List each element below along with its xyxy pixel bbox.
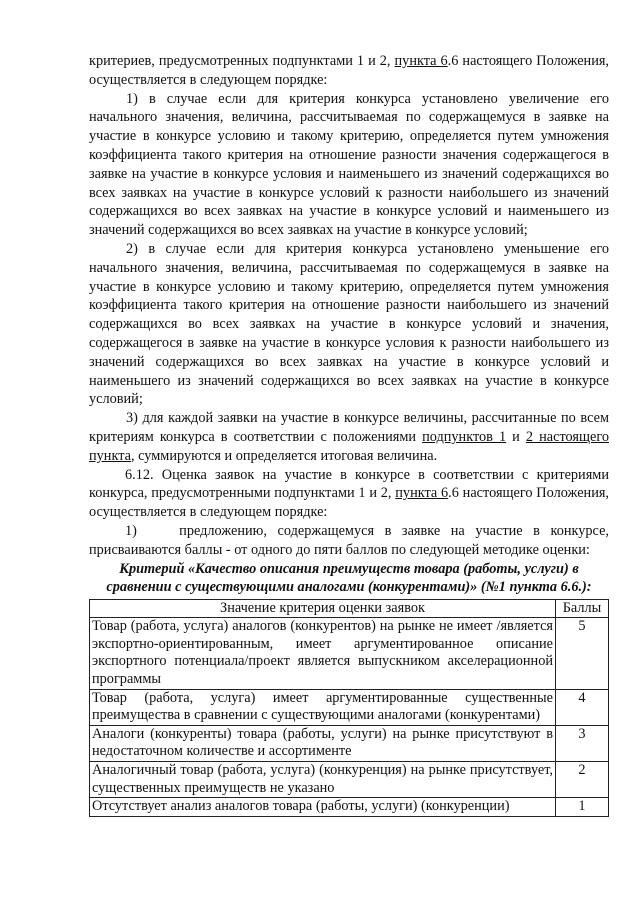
intro-link-point-6[interactable]: пункта 6 bbox=[394, 53, 448, 69]
item-2-paragraph: 2) в случае если для критерия конкурса установлено уменьшение его начального значения, величина, рассчитываемая по содержащемуся в заявке на участие в конкурсе условию и такому критерию, определяется путем умножения коэффициента такого критерия на отношение разности наибольшего из значений содержащихся во всех заявках на участие в конкурсе условий и значения, содержащегося в заявке на участие в конкурсе условия к разности наибольшего из значений содержащихся во всех заявках на участие в конкурсе условий и наименьшего из значений содержащихся во всех заявках на участие в конкурсе условий; bbox=[89, 240, 609, 408]
table-row bbox=[90, 725, 609, 761]
intro-text-end: .6 настоящего Положения, осуществляется в следующем порядке: bbox=[89, 53, 610, 88]
subitem-1-paragraph: 1) предложению, содержащемуся в заявке на участие в конкурсе, присваиваются баллы - от одного до пяти баллов по следующей методике оценки: bbox=[89, 522, 613, 558]
score-cell: 1 bbox=[556, 798, 609, 817]
score-cell: 4 bbox=[556, 689, 609, 725]
section-6-12-text: 6.12. Оценка заявок на участие в конкурсе в соответствии с критериями конкурса, предусмотренными подпунктами 1 и 2, bbox=[89, 466, 609, 502]
criterion-cell: Товар (работа, услуга) имеет аргументированные существенные преимущества в сравнении с существующими аналогами (конкурентами) bbox=[90, 689, 556, 725]
table-caption: Критерий «Качество описания преимуществ товара (работы, услуги) в сравнении с существующими аналогами (конкурентами)» (№1 пункта 6.6.): bbox=[106, 560, 592, 596]
table-header-row bbox=[90, 599, 609, 618]
score-header: Баллы bbox=[556, 599, 609, 618]
section-6-12-paragraph bbox=[89, 466, 609, 522]
item-3-text: 3) для каждой заявки на участие в конкурсе величины, рассчитанные по всем критериям конкурса в соответствии с положениями bbox=[89, 410, 609, 445]
score-cell: 2 bbox=[556, 762, 609, 798]
item-3-paragraph bbox=[89, 409, 609, 465]
table-row bbox=[90, 762, 609, 798]
item-3-link-subpoint-1[interactable]: подпунктов 1 bbox=[422, 428, 507, 445]
criterion-cell: Товар (работа, услуга) аналогов (конкурентов) на рынке не имеет /является экспортно-ориентированным, имеет аргументированное описание экспортного потенциала/проект является выпускником акселерационной программы bbox=[90, 618, 556, 689]
section-6-12-text-end: .6 настоящего Положения, осуществляется в следующем порядке: bbox=[89, 485, 610, 521]
criterion-header: Значение критерия оценки заявок bbox=[90, 599, 556, 618]
criterion-cell: Аналоги (конкуренты) товара (работы, услуги) на рынке присутствуют в недостаточном количестве и ассортименте bbox=[90, 725, 556, 761]
item-3-text-and: и bbox=[506, 428, 526, 445]
criterion-cell: Аналогичный товар (работа, услуга) (конкуренция) на рынке присутствует, существенных преимуществ не указано bbox=[90, 762, 556, 798]
item-3-link-subpoint-2[interactable]: 2 настоящего пункта bbox=[89, 428, 609, 464]
criterion-cell: Отсутствует анализ аналогов товара (работы, услуги) (конкуренции) bbox=[90, 798, 556, 817]
item-3-text-end: , суммируются и определяется итоговая величина. bbox=[130, 447, 438, 464]
table-row bbox=[90, 798, 609, 817]
section-6-12-link-point-6[interactable]: пункта 6 bbox=[395, 485, 449, 502]
item-1-paragraph: 1) в случае если для критерия конкурса установлено увеличение его начального значения, величина, рассчитываемая по содержащемуся в заявке на участие в конкурсе условию и такому критерию, определяется путем умножения коэффициента такого критерия на отношение разности значения содержащегося в заявке на участие в конкурсе условия и наименьшего из значений содержащихся во всех заявках на участие в конкурсе условий к разности наибольшего из значений содержащихся во всех заявках на участие в конкурсе условий и наименьшего из значений содержащихся во всех заявках на участие в конкурсе условий; bbox=[89, 90, 609, 239]
score-cell: 3 bbox=[556, 725, 609, 761]
intro-text: критериев, предусмотренных подпунктами 1 и 2, bbox=[89, 53, 395, 69]
score-cell: 5 bbox=[556, 618, 609, 689]
table-row bbox=[90, 689, 609, 725]
scoring-table bbox=[89, 599, 609, 817]
intro-paragraph bbox=[89, 52, 609, 90]
document-body bbox=[89, 52, 613, 817]
table-row bbox=[90, 618, 609, 689]
